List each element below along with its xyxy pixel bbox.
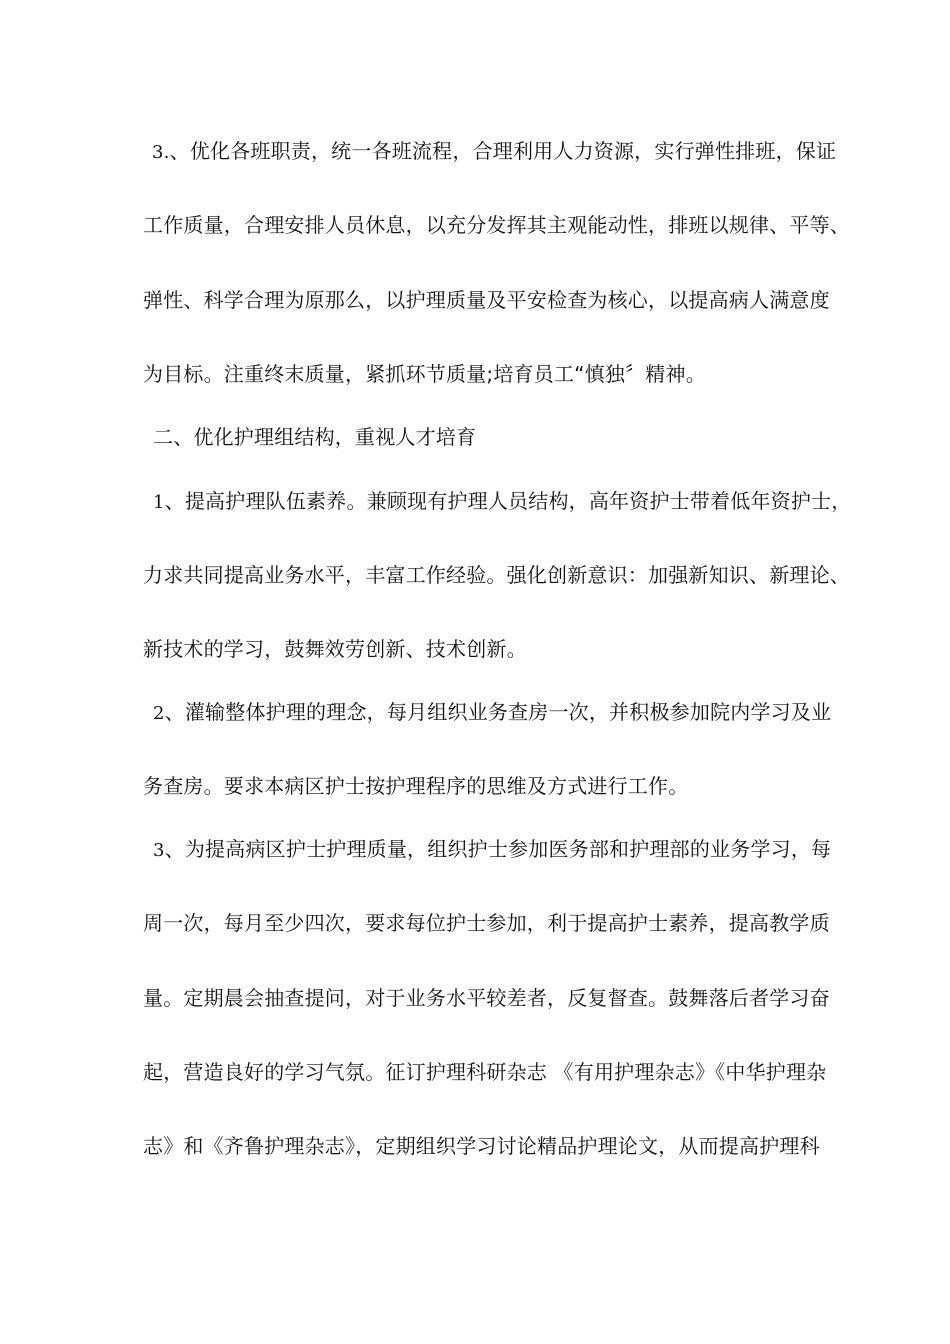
line-text: 周一次，每月至少四次，要求每位护士参加，利于提高护士素养，提高教学质 xyxy=(143,911,830,935)
line-text: 为目标。注重终末质量，紧抓环节质量;培育员工“慎独〞精神。 xyxy=(143,362,706,386)
text-line-3 xyxy=(143,287,843,313)
line-text: 、提高护理队伍素养。兼顾现有护理人员结构，高年资护士带着低年资护士， xyxy=(164,489,852,513)
text-line-4 xyxy=(143,361,843,387)
item-number: 3. xyxy=(152,142,170,163)
line-text: 力求共同提高业务水平，丰富工作经验。强化创新意识：加强新知识、新理论、 xyxy=(143,563,850,587)
line-text: 起，营造良好的学习气氛。征订护理科研杂志 《有用护理杂志》《中华护理杂 xyxy=(143,1060,827,1084)
text-line-9 xyxy=(153,699,853,727)
text-line-15 xyxy=(143,1133,843,1159)
line-text: 志》和《齐鲁护理杂志》，定期组织学习讨论精品护理论文，从而提高护理科 xyxy=(143,1134,820,1158)
line-text: 工作质量，合理安排人员休息，以充分发挥其主观能动性，排班以规律、平等、 xyxy=(143,213,850,237)
line-text: 、优化各班职责，统一各班流程，合理利用人力资源，实行弹性排班，保证 xyxy=(169,139,837,163)
text-line-2 xyxy=(143,212,850,238)
text-line-12 xyxy=(143,910,843,936)
line-text: 量。定期晨会抽查提问，对于业务水平较差者，反复督查。鼓舞落后者学习奋 xyxy=(143,986,830,1010)
text-line-11 xyxy=(153,836,853,864)
section-heading xyxy=(153,424,853,450)
heading-text: 二、优化护理组结构，重视人才培育 xyxy=(153,425,477,449)
text-line-1 xyxy=(152,138,852,166)
item-number: 1 xyxy=(153,492,165,513)
item-number: 3 xyxy=(153,840,165,861)
line-text: 、为提高病区护士护理质量，组织护士参加医务部和护理部的业务学习，每 xyxy=(164,837,832,861)
text-line-13 xyxy=(143,985,843,1011)
item-number: 2 xyxy=(153,703,165,724)
line-text: 务查房。要求本病区护士按护理程序的思维及方式进行工作。 xyxy=(143,774,689,798)
line-text: 、灌输整体护理的理念，每月组织业务查房一次，并积极参加院内学习及业 xyxy=(164,700,832,724)
line-text: 新技术的学习，鼓舞效劳创新、技术创新。 xyxy=(143,637,527,661)
text-line-7 xyxy=(143,562,850,588)
text-line-8 xyxy=(143,636,843,662)
text-line-10 xyxy=(143,773,843,799)
line-text: 弹性、科学合理为原那么，以护理质量及平安检查为核心，以提高病人满意度 xyxy=(143,288,830,312)
text-line-14 xyxy=(143,1059,843,1085)
text-line-6 xyxy=(153,488,853,516)
